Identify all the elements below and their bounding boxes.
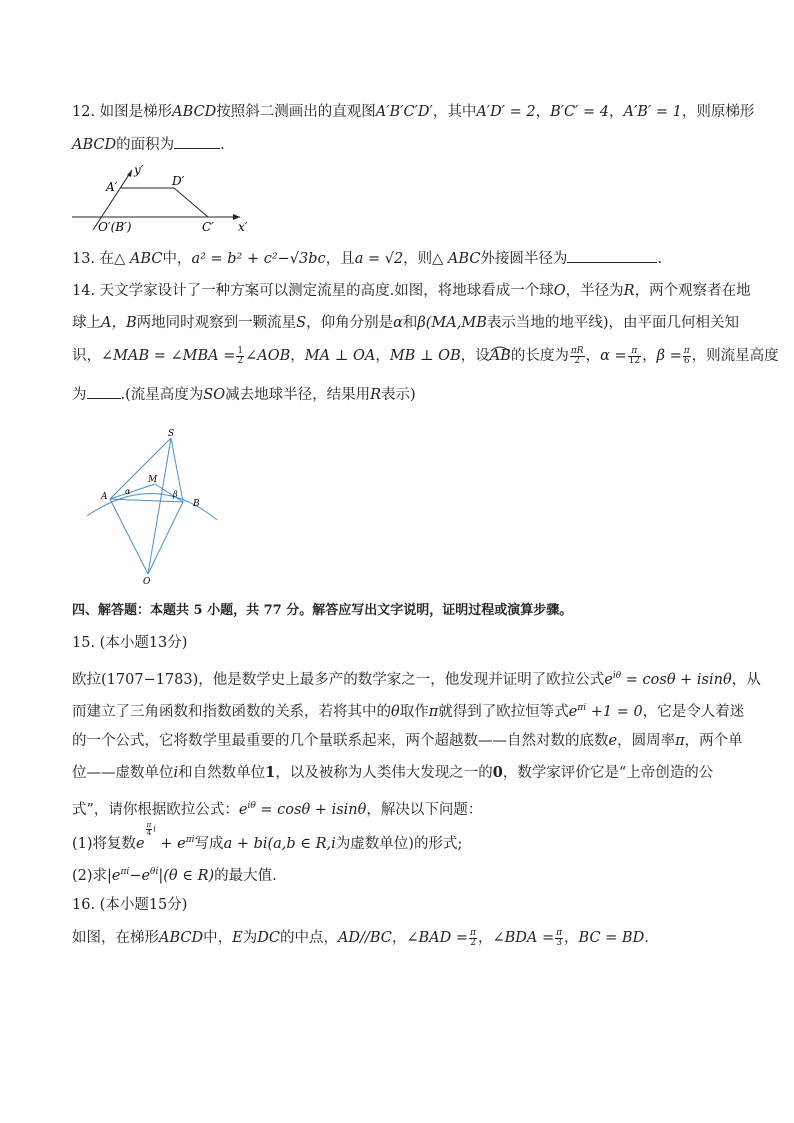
q15-line1: 欧拉(1707−1783)，他是数学史上最多产的数学家之一，他发现并证明了欧拉公式$e^{i\theta} = \cos\theta + isin\theta$，从 [72,671,761,688]
q16-heading: 16. (本小题15分) [72,897,188,913]
section-4-heading: 四、解答题：本题共 5 小题，共 77 分。解答应写出文字说明，证明过程或演算步骤。 [72,603,573,618]
q15-line5: 式”，请你根据欧拉公式：$e^{i\theta} = \cos\theta + isin\theta$，解决以下问题： [72,801,483,818]
q14-line4: 为 .(流星高度为SO减去地球半径，结果用R表示) [72,384,416,405]
answer-blank [174,134,220,149]
q14-line1: 14. 天文学家设计了一种方案可以测定流星的高度.如图，将地球看成一个球O，半径为R，两个观察者在地 [72,283,751,299]
label-alpha: α [125,487,131,496]
label-o: O [143,577,151,587]
q15-line3: 的一个公式，它将数学里最重要的几个量联系起来，两个超越数——自然对数的底数e，圆周率π，两个单 [72,733,743,749]
answer-blank [567,248,657,263]
answer-blank [87,384,121,399]
label-y: y′ [134,163,144,177]
q15-line2: 而建立了三角函数和指数函数的关系，若将其中的θ取作π就得到了欧拉恒等式$e^{\pi i} +1 = 0$，它是令人着迷 [72,703,745,720]
q15-heading: 15. (本小题13分) [72,635,188,651]
q15-part1: (1)将复数e $\frac{\pi}{4}$ $i + e^{\pi i}$写成a + bi(a,b ∈ R,i为虚数单位)的形式; [72,821,463,852]
label-b: B [193,499,200,509]
label-m: M [148,475,158,485]
q14-line2: 球上A，B两地同时观察到一颗流星S，仰角分别是α和β(MA,MB表示当地的地平线)，由平面几何相关知 [72,315,740,331]
q15-part2: (2)求$|e^{\pi i}-e^{\theta i}|(\theta$ ∈ R)的最大值. [72,867,277,884]
q14-meteor-figure [85,424,220,589]
label-a: A′ [106,180,118,194]
label-a: A [101,492,108,502]
q12-line1: 12. 如图是梯形ABCD按照斜二测画出的直观图A′B′C′D′，其中A′D′ = 2，B′C′ = 4，A′B′ = 1，则原梯形 [72,104,755,120]
label-d: D′ [172,174,185,188]
label-beta: β [173,490,178,499]
q15-line4: 位——虚数单位i和自然数单位1，以及被称为人类伟大发现之一的0，数学家评价它是“上帝创造的公 [72,764,714,781]
q16-line1: 如图，在梯形ABCD中，E为DC的中点，AD//BC，∠BAD = $\frac{\pi}{2}$ ，∠BDA = $\frac{\pi}{3}$ ，BC = BD. [72,927,649,948]
q13-line: 13. 在△ ABC中，a² = b² + c²−√3bc，且a = √2，则△ ABC外接圆半径为 . [72,248,662,269]
q12-trapezoid-figure [70,160,250,235]
label-o: O′(B′) [98,220,132,234]
q14-line3: 识，∠MAB = ∠MBA = $\frac{1}{2}$ ∠AOB，MA ⊥ OA，MB ⊥ OB，设AB 的长度为 $\frac{\pi R}{2}$ ，α = $\frac{\pi}{12}$ ，β = $\frac{\pi}{6}$ ，则流星高度 [72,345,779,366]
q12-line2: ABCD的面积为 . [72,134,225,155]
arc-ab: AB [489,348,511,364]
label-c: C′ [202,220,214,234]
label-x: x′ [238,220,248,234]
label-s: S [168,429,175,439]
